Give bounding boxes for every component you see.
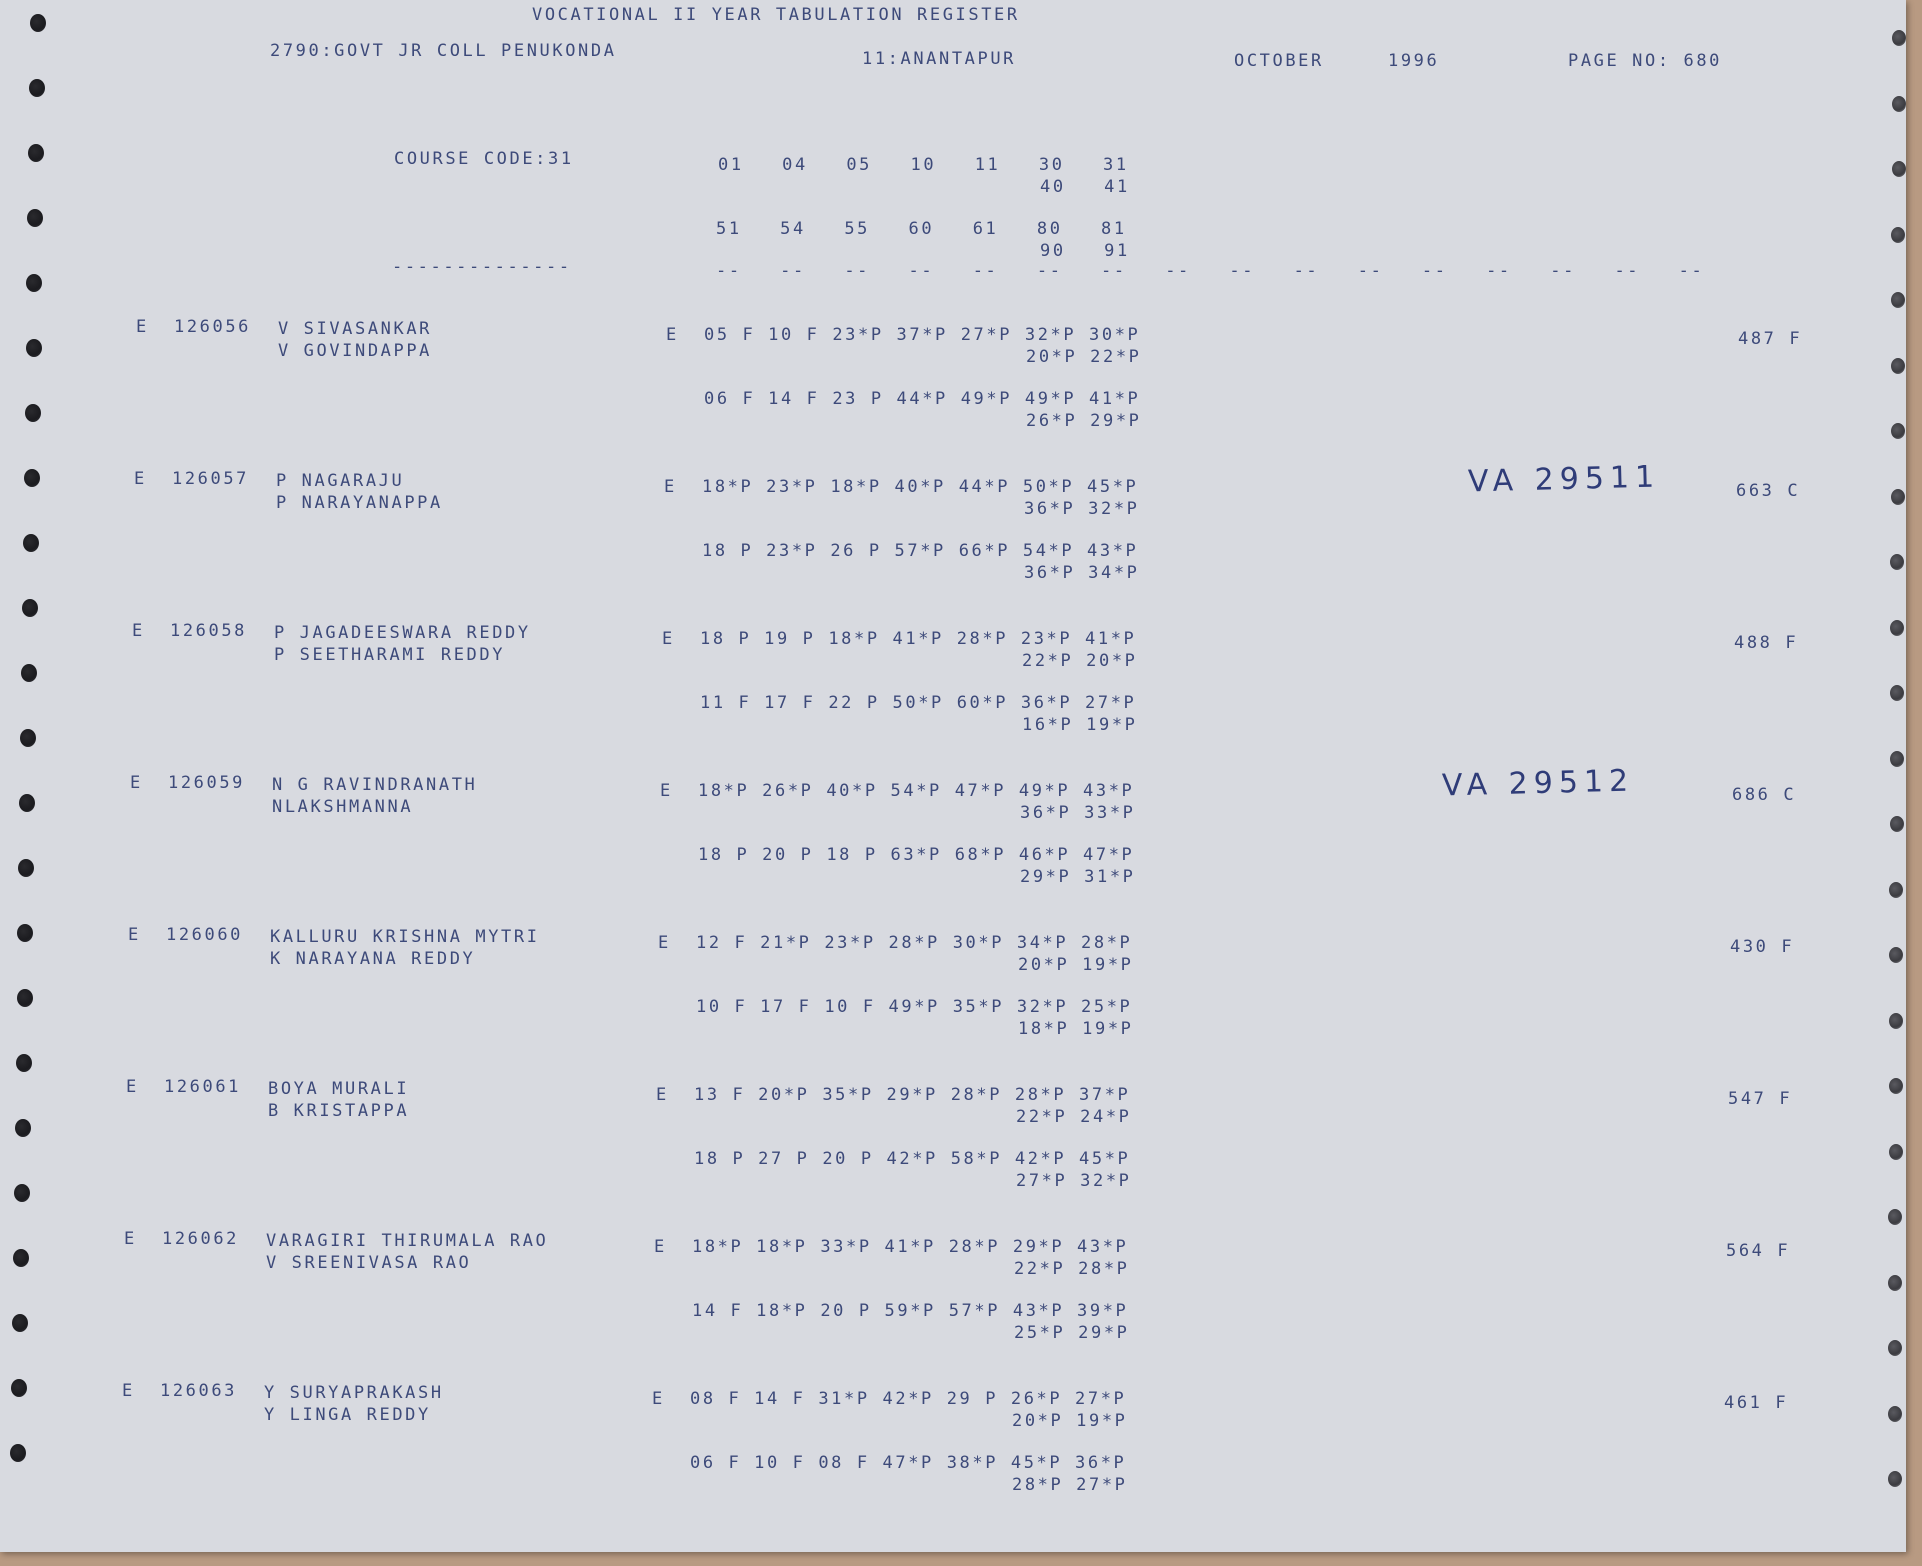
marks-line-2-extra: 18*P 19*P: [1018, 1019, 1134, 1039]
feed-hole: [18, 859, 34, 877]
feed-hole: [1890, 751, 1904, 767]
feed-hole: [1890, 554, 1904, 570]
roll-number: 126057: [172, 469, 250, 489]
total-result: 663 C: [1736, 481, 1801, 501]
feed-hole: [17, 924, 33, 942]
feed-hole: [30, 14, 46, 32]
feed-hole: [11, 1379, 27, 1397]
feed-hole: [26, 339, 42, 357]
marks-line-1: 18 P 19 P 18*P 41*P 28*P 23*P 41*P: [700, 629, 1137, 649]
feed-hole: [1888, 1471, 1902, 1487]
feed-hole: [1892, 30, 1906, 46]
feed-hole: [15, 1119, 31, 1137]
marks-line-1-extra: 20*P 19*P: [1012, 1411, 1128, 1431]
feed-hole: [29, 79, 45, 97]
marks-line-2: 10 F 17 F 10 F 49*P 35*P 32*P 25*P: [696, 997, 1133, 1017]
total-result: 547 F: [1728, 1089, 1793, 1109]
marks-line-2-extra: 36*P 34*P: [1024, 563, 1140, 583]
feed-hole: [27, 209, 43, 227]
feed-hole: [1888, 1406, 1902, 1422]
marks-line-2-extra: 26*P 29*P: [1026, 411, 1142, 431]
marks-line-2-extra: 29*P 31*P: [1020, 867, 1136, 887]
feed-hole: [10, 1444, 26, 1462]
feed-hole: [1888, 1275, 1902, 1291]
marks-line-2: 14 F 18*P 20 P 59*P 57*P 43*P 39*P: [692, 1301, 1129, 1321]
feed-hole: [28, 144, 44, 162]
exam-flag: E: [656, 1085, 669, 1105]
exam-type: E: [128, 925, 141, 945]
feed-hole: [13, 1249, 29, 1267]
marks-line-2: 06 F 14 F 23 P 44*P 49*P 49*P 41*P: [704, 389, 1141, 409]
feed-hole: [1892, 161, 1906, 177]
handwritten-note: VA 29512: [1441, 763, 1635, 804]
feed-hole: [1889, 1078, 1903, 1094]
exam-flag: E: [664, 477, 677, 497]
student-name: V SIVASANKAR: [278, 319, 433, 339]
feed-hole: [1892, 96, 1906, 112]
feed-hole: [1888, 1340, 1902, 1356]
exam-flag: E: [666, 325, 679, 345]
exam-type: E: [124, 1229, 137, 1249]
exam-month: OCTOBER: [1234, 51, 1324, 71]
feed-hole: [1891, 489, 1905, 505]
feed-hole: [24, 469, 40, 487]
marks-line-1: 08 F 14 F 31*P 42*P 29 P 26*P 27*P: [690, 1389, 1127, 1409]
handwritten-note: VA 29511: [1467, 459, 1661, 500]
total-result: 487 F: [1738, 329, 1803, 349]
marks-line-1-extra: 36*P 33*P: [1020, 803, 1136, 823]
father-name: V GOVINDAPPA: [278, 341, 433, 361]
page-number: PAGE NO: 680: [1568, 51, 1723, 71]
student-name: VARAGIRI THIRUMALA RAO: [266, 1231, 549, 1251]
exam-flag: E: [654, 1237, 667, 1257]
marks-line-2-extra: 25*P 29*P: [1014, 1323, 1130, 1343]
marks-line-1: 12 F 21*P 23*P 28*P 30*P 34*P 28*P: [696, 933, 1133, 953]
total-result: 686 C: [1732, 785, 1797, 805]
register-title: VOCATIONAL II YEAR TABULATION REGISTER: [532, 5, 1020, 25]
exam-type: E: [126, 1077, 139, 1097]
subject-codes-row-1: 01 04 05 10 11 30 31: [718, 155, 1129, 175]
student-name: P JAGADEESWARA REDDY: [274, 623, 531, 643]
marks-line-2: 11 F 17 F 22 P 50*P 60*P 36*P 27*P: [700, 693, 1137, 713]
feed-hole: [23, 534, 39, 552]
course-code: COURSE CODE:31: [394, 149, 574, 169]
marks-line-2: 18 P 27 P 20 P 42*P 58*P 42*P 45*P: [694, 1149, 1131, 1169]
marks-line-2-extra: 16*P 19*P: [1022, 715, 1138, 735]
marks-line-1-extra: 22*P 28*P: [1014, 1259, 1130, 1279]
total-result: 430 F: [1730, 937, 1795, 957]
student-name: Y SURYAPRAKASH: [264, 1383, 444, 1403]
roll-number: 126058: [170, 621, 248, 641]
marks-line-2: 18 P 20 P 18 P 63*P 68*P 46*P 47*P: [698, 845, 1135, 865]
exam-year: 1996: [1388, 51, 1440, 71]
feed-hole: [1889, 947, 1903, 963]
marks-line-2-extra: 27*P 32*P: [1016, 1171, 1132, 1191]
exam-flag: E: [652, 1389, 665, 1409]
father-name: P NARAYANAPPA: [276, 493, 443, 513]
marks-line-1: 18*P 18*P 33*P 41*P 28*P 29*P 43*P: [692, 1237, 1129, 1257]
marks-line-2: 18 P 23*P 26 P 57*P 66*P 54*P 43*P: [702, 541, 1139, 561]
father-name: NLAKSHMANNA: [272, 797, 414, 817]
feed-hole: [1889, 1013, 1903, 1029]
father-name: B KRISTAPPA: [268, 1101, 410, 1121]
marks-line-1-extra: 36*P 32*P: [1024, 499, 1140, 519]
marks-line-2: 06 F 10 F 08 F 47*P 38*P 45*P 36*P: [690, 1453, 1127, 1473]
feed-hole: [1891, 358, 1905, 374]
feed-hole: [25, 404, 41, 422]
marks-line-1-extra: 22*P 20*P: [1022, 651, 1138, 671]
student-name: P NAGARAJU: [276, 471, 405, 491]
feed-hole: [1891, 227, 1905, 243]
roll-number: 126061: [164, 1077, 242, 1097]
marks-line-1: 18*P 23*P 18*P 40*P 44*P 50*P 45*P: [702, 477, 1139, 497]
district-name: 11:ANANTAPUR: [862, 49, 1017, 69]
marks-line-1-extra: 20*P 19*P: [1018, 955, 1134, 975]
marks-line-2-extra: 28*P 27*P: [1012, 1475, 1128, 1495]
student-name: KALLURU KRISHNA MYTRI: [270, 927, 540, 947]
subject-codes-row-3: 51 54 55 60 61 80 81: [716, 219, 1127, 239]
feed-hole: [1890, 685, 1904, 701]
total-result: 488 F: [1734, 633, 1799, 653]
subject-codes-row-2: 40 41: [1040, 177, 1130, 197]
roll-number: 126060: [166, 925, 244, 945]
feed-hole: [1889, 882, 1903, 898]
feed-hole: [20, 729, 36, 747]
feed-hole: [1891, 423, 1905, 439]
exam-type: E: [122, 1381, 135, 1401]
marks-line-1-extra: 20*P 22*P: [1026, 347, 1142, 367]
feed-hole: [14, 1184, 30, 1202]
feed-hole: [22, 599, 38, 617]
marks-line-1: 05 F 10 F 23*P 37*P 27*P 32*P 30*P: [704, 325, 1141, 345]
marks-line-1: 13 F 20*P 35*P 29*P 28*P 28*P 37*P: [694, 1085, 1131, 1105]
exam-type: E: [130, 773, 143, 793]
total-result: 461 F: [1724, 1393, 1789, 1413]
feed-hole: [19, 794, 35, 812]
feed-hole: [26, 274, 42, 292]
feed-hole: [1890, 816, 1904, 832]
feed-hole: [1891, 292, 1905, 308]
father-name: P SEETHARAMI REDDY: [274, 645, 506, 665]
header-rule-right: -- -- -- -- -- -- -- -- -- -- -- -- -- -- -- --: [716, 261, 1705, 281]
college-name: 2790:GOVT JR COLL PENUKONDA: [270, 41, 617, 61]
exam-flag: E: [658, 933, 671, 953]
marks-line-1: 18*P 26*P 40*P 54*P 47*P 49*P 43*P: [698, 781, 1135, 801]
roll-number: 126059: [168, 773, 246, 793]
student-name: N G RAVINDRANATH: [272, 775, 478, 795]
feed-hole: [12, 1314, 28, 1332]
exam-flag: E: [662, 629, 675, 649]
exam-flag: E: [660, 781, 673, 801]
student-name: BOYA MURALI: [268, 1079, 410, 1099]
father-name: V SREENIVASA RAO: [266, 1253, 472, 1273]
total-result: 564 F: [1726, 1241, 1791, 1261]
marks-line-1-extra: 22*P 24*P: [1016, 1107, 1132, 1127]
feed-hole: [17, 989, 33, 1007]
father-name: K NARAYANA REDDY: [270, 949, 476, 969]
feed-hole: [21, 664, 37, 682]
feed-hole: [1890, 620, 1904, 636]
exam-type: E: [136, 317, 149, 337]
exam-type: E: [134, 469, 147, 489]
exam-type: E: [132, 621, 145, 641]
father-name: Y LINGA REDDY: [264, 1405, 431, 1425]
roll-number: 126063: [160, 1381, 238, 1401]
subject-codes-row-4: 90 91: [1040, 241, 1130, 261]
roll-number: 126062: [162, 1229, 240, 1249]
feed-hole: [16, 1054, 32, 1072]
feed-hole: [1889, 1144, 1903, 1160]
roll-number: 126056: [174, 317, 252, 337]
header-rule-left: --------------: [392, 257, 572, 277]
feed-hole: [1888, 1209, 1902, 1225]
